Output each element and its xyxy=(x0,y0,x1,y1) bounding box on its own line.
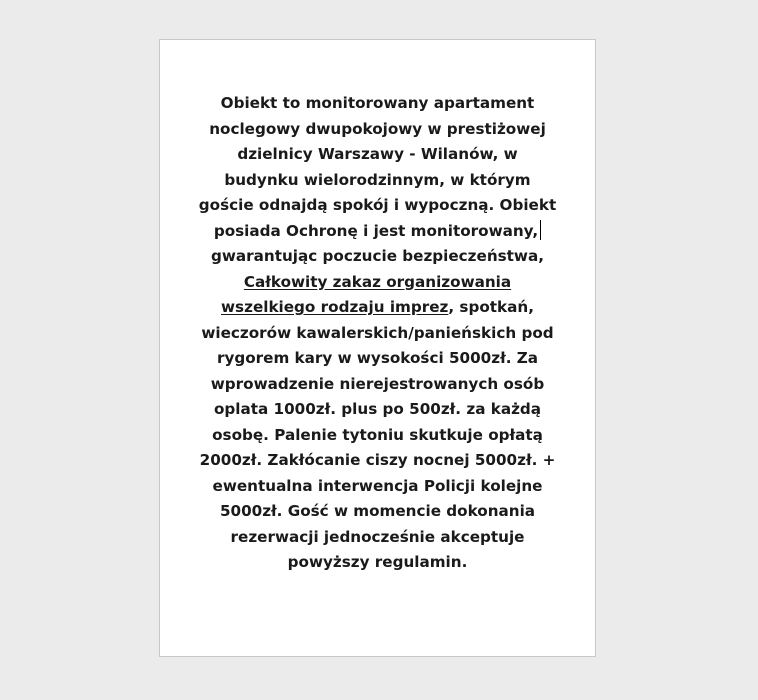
text-line: rezerwacji jednocześnie akceptuje xyxy=(230,527,525,546)
text-line: rygorem kary w wysokości 5000zł. Za xyxy=(216,349,539,367)
document-text[interactable] xyxy=(180,91,575,576)
underlined-text: wszelkiego rodzaju imprez xyxy=(221,298,449,316)
text-line: powyższy regulamin. xyxy=(287,553,468,571)
text-line: posiada Ochronę i jest monitorowany, xyxy=(213,221,539,240)
text-line: ewentualna interwencja Policji kolejne xyxy=(212,476,543,495)
plain-text: , spotkań, xyxy=(448,298,534,316)
text-line: gwarantując poczucie bezpieczeństwa, xyxy=(211,247,544,265)
underlined-text: Całkowity zakaz organizowania xyxy=(243,272,512,291)
text-line: Obiekt to monitorowany apartament xyxy=(220,94,535,112)
text-cursor xyxy=(540,220,541,240)
text-line-mixed xyxy=(180,295,575,321)
text-line: noclegowy dwupokojowy w prestiżowej xyxy=(209,119,546,138)
text-line: 5000zł. Gość w momencie dokonania xyxy=(219,502,536,520)
text-line: wieczorów kawalerskich/panieńskich pod xyxy=(201,323,554,342)
text-line: 2000zł. Zakłócanie ciszy nocnej 5000zł. + xyxy=(199,451,556,469)
text-line: budynku wielorodzinnym, w którym xyxy=(224,170,531,189)
text-line: dzielnicy Warszawy - Wilanów, w xyxy=(237,145,518,163)
text-line-underlined xyxy=(180,270,575,296)
text-line: osobę. Palenie tytoniu skutkuje opłatą xyxy=(212,425,543,444)
text-line: oplata 1000zł. plus po 500zł. za każdą xyxy=(213,400,542,418)
text-line: wprowadzenie nierejestrowanych osób xyxy=(210,374,545,393)
text-line-with-caret xyxy=(180,219,575,245)
document-page[interactable] xyxy=(159,39,596,657)
text-line: goście odnajdą spokój i wypoczną. Obiekt xyxy=(198,196,557,214)
